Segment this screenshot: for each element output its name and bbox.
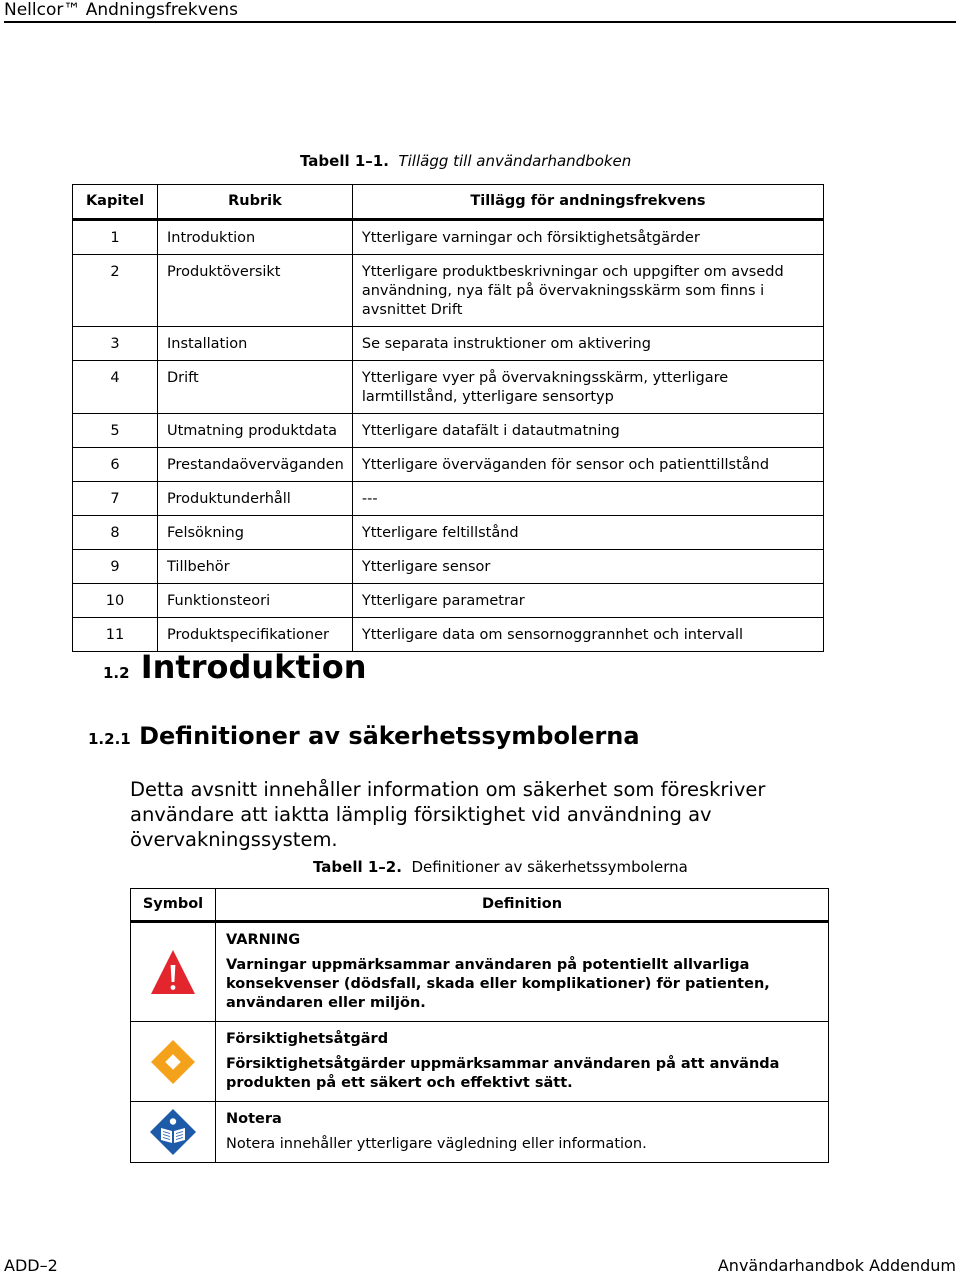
definition-text: Notera innehåller ytterligare vägledning eller information.	[226, 1136, 647, 1152]
tillagg-cell: ---	[352, 482, 823, 516]
table-2-caption-label: Tabell 1–2.	[313, 858, 402, 876]
rubrik-cell: Felsökning	[158, 516, 353, 550]
definition-title: VARNING	[226, 932, 301, 948]
chapter-number-cell: 4	[73, 361, 158, 414]
footer-document-title: Användarhandbok Addendum	[717, 1256, 956, 1275]
table-1-caption-text: Tillägg till användarhandboken	[398, 152, 632, 170]
table-row	[73, 448, 824, 482]
table-2-caption-text: Definitioner av säkerhetssymbolerna	[411, 858, 688, 876]
section-number: 1.2	[103, 664, 130, 682]
table-header-row	[73, 185, 824, 220]
chapter-number-cell: 6	[73, 448, 158, 482]
table-row	[73, 618, 824, 652]
tillagg-cell: Ytterligare datafält i datautmatning	[352, 414, 823, 448]
rubrik-cell: Produktunderhåll	[158, 482, 353, 516]
definition-text: Varningar uppmärksammar användaren på potentiellt allvarliga konsekvenser (dödsfall, skada eller komplikationer) för patienten, användaren eller miljön.	[226, 957, 770, 1011]
table-row	[131, 922, 829, 1022]
table-1-caption-label: Tabell 1–1.	[300, 152, 389, 170]
chapter-number-cell: 5	[73, 414, 158, 448]
table-header-row	[131, 889, 829, 922]
table-row	[73, 327, 824, 361]
rubrik-cell: Drift	[158, 361, 353, 414]
table-1-caption	[300, 152, 631, 170]
rubrik-cell: Produktspecifikationer	[158, 618, 353, 652]
tillagg-cell: Ytterligare överväganden för sensor och patienttillstånd	[352, 448, 823, 482]
table-row	[73, 516, 824, 550]
tillagg-cell: Ytterligare produktbeskrivningar och uppgifter om avsedd användning, nya fält på övervakningsskärm som finns i avsnittet Drift	[352, 255, 823, 327]
tillagg-cell: Ytterligare feltillstånd	[352, 516, 823, 550]
subsection-number: 1.2.1	[88, 730, 131, 748]
col-header-rubrik: Rubrik	[158, 185, 353, 220]
definition-text: Försiktighetsåtgärder uppmärksammar användaren på att använda produkten på ett säkert och effektivt sätt.	[226, 1056, 780, 1091]
chapter-number-cell: 10	[73, 584, 158, 618]
definition-title: Försiktighetsåtgärd	[226, 1031, 389, 1047]
running-header: Nellcor™ Andningsfrekvens	[4, 0, 956, 23]
safety-symbols-table	[130, 888, 829, 1163]
chapter-number-cell: 2	[73, 255, 158, 327]
chapter-number-cell: 9	[73, 550, 158, 584]
chapter-number-cell: 7	[73, 482, 158, 516]
table-row	[73, 220, 824, 255]
rubrik-cell: Installation	[158, 327, 353, 361]
rubrik-cell: Utmatning produktdata	[158, 414, 353, 448]
chapter-number-cell: 11	[73, 618, 158, 652]
tillagg-cell: Ytterligare sensor	[352, 550, 823, 584]
tillagg-cell: Se separata instruktioner om aktivering	[352, 327, 823, 361]
col-header-tillagg: Tillägg för andningsfrekvens	[352, 185, 823, 220]
table-row	[131, 1022, 829, 1102]
table-2-caption	[313, 858, 688, 876]
rubrik-cell: Prestandaöverväganden	[158, 448, 353, 482]
rubrik-cell: Tillbehör	[158, 550, 353, 584]
tillagg-cell: Ytterligare parametrar	[352, 584, 823, 618]
table-row	[73, 550, 824, 584]
tillagg-cell: Ytterligare varningar och försiktighetsåtgärder	[352, 220, 823, 255]
subsection-title: Definitioner av säkerhetssymbolerna	[139, 722, 640, 750]
tillagg-cell: Ytterligare data om sensornoggrannhet och intervall	[352, 618, 823, 652]
caution-diamond-icon	[150, 1039, 196, 1085]
warning-triangle-icon	[148, 947, 198, 997]
table-row	[73, 361, 824, 414]
rubrik-cell: Funktionsteori	[158, 584, 353, 618]
table-row	[73, 584, 824, 618]
table-row	[73, 414, 824, 448]
col-header-symbol: Symbol	[131, 889, 216, 922]
table-row	[73, 482, 824, 516]
tillagg-cell: Ytterligare vyer på övervakningsskärm, ytterligare larmtillstånd, ytterligare sensortyp	[352, 361, 823, 414]
page-number: ADD–2	[4, 1256, 58, 1275]
section-heading	[103, 648, 366, 686]
definition-title: Notera	[226, 1111, 282, 1127]
chapter-number-cell: 1	[73, 220, 158, 255]
col-header-definition: Definition	[216, 889, 829, 922]
chapter-number-cell: 8	[73, 516, 158, 550]
note-book-icon	[149, 1108, 197, 1156]
rubrik-cell: Produktöversikt	[158, 255, 353, 327]
chapter-number-cell: 3	[73, 327, 158, 361]
rubrik-cell: Introduktion	[158, 220, 353, 255]
section-title: Introduktion	[140, 648, 367, 686]
table-row	[73, 255, 824, 327]
col-header-kapitel: Kapitel	[73, 185, 158, 220]
body-paragraph: Detta avsnitt innehåller information om säkerhet som föreskriver användare att iaktta lämplig försiktighet vid användning av övervakningssystem.	[130, 778, 766, 851]
subsection-heading	[88, 722, 640, 750]
table-row	[131, 1102, 829, 1163]
chapter-addendum-table	[72, 184, 824, 652]
